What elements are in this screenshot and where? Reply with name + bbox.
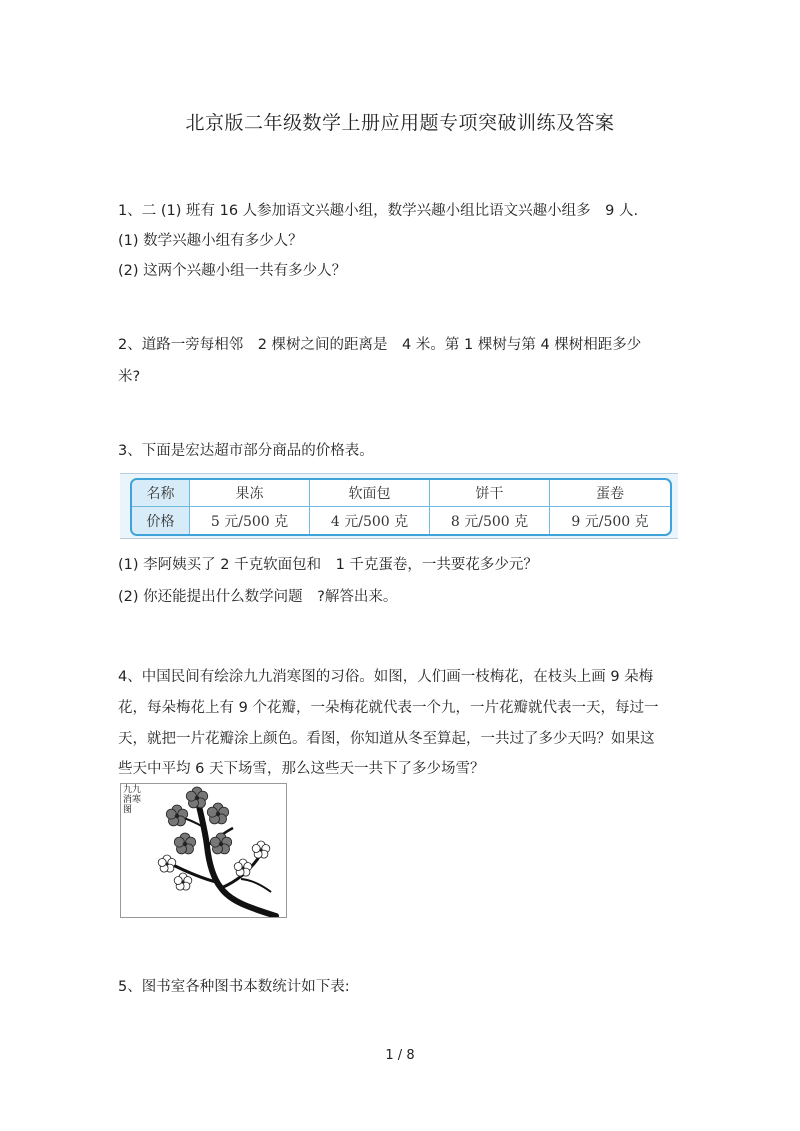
price-table-header-cell: 蛋卷 bbox=[550, 480, 670, 507]
question-1-part-1: (1) 数学兴趣小组有多少人？ bbox=[118, 233, 303, 249]
price-table-cell: 5 元/500 克 bbox=[190, 507, 310, 534]
question-4-line-1: 4、中国民间有绘涂九九消寒图的习俗。如图，人们画一枝梅花，在枝头上画 9 朵梅 bbox=[118, 669, 654, 685]
plum-flower bbox=[174, 873, 192, 890]
plum-flower bbox=[166, 805, 187, 826]
question-5-stem: 5、图书室各种图书本数统计如下表: bbox=[118, 979, 350, 995]
price-table-header-cell: 名称 bbox=[132, 480, 190, 507]
question-3-stem: 3、下面是宏达超市部分商品的价格表。 bbox=[118, 443, 374, 459]
plum-flower bbox=[158, 855, 176, 872]
question-1-stem: 1、二 (1) 班有 16 人参加语文兴趣小组，数学兴趣小组比语文兴趣小组多 9 人. bbox=[118, 203, 639, 219]
plum-flower bbox=[234, 859, 252, 876]
question-4-line-4: 些天中平均 6 天下场雪，那么这些天一共下了多少场雪？ bbox=[118, 761, 485, 777]
price-table-row-label: 价格 bbox=[132, 507, 190, 534]
plum-branch-illustration bbox=[121, 784, 286, 917]
plum-flower bbox=[252, 841, 270, 858]
price-table-frame bbox=[120, 473, 678, 539]
plum-flower bbox=[210, 833, 231, 854]
plum-blossom-picture bbox=[120, 783, 287, 918]
price-table-header-cell: 果冻 bbox=[190, 480, 310, 507]
plum-flower bbox=[174, 833, 195, 854]
question-3-part-1: (1) 李阿姨买了 2 千克软面包和 1 千克蛋卷，一共要花多少元？ bbox=[118, 557, 538, 573]
price-table-cell: 4 元/500 克 bbox=[310, 507, 430, 534]
price-table-header-cell: 软面包 bbox=[310, 480, 430, 507]
question-4-line-2: 花，每朵梅花上有 9 个花瓣，一朵梅花就代表一个九，一片花瓣就代表一天，每过一 bbox=[118, 700, 659, 716]
document-title: 北京版二年级数学上册应用题专项突破训练及答案 bbox=[185, 112, 615, 134]
question-3-part-2: (2) 你还能提出什么数学问题 ?解答出来。 bbox=[118, 589, 398, 605]
price-table-cell: 9 元/500 克 bbox=[571, 513, 649, 530]
price-table-header-cell: 饼干 bbox=[430, 480, 550, 507]
question-1-part-2: (2) 这两个兴趣小组一共有多少人？ bbox=[118, 263, 347, 279]
price-table-cell: 8 元/500 克 bbox=[430, 507, 550, 534]
price-table bbox=[130, 478, 672, 536]
question-4-line-3: 天，就把一片花瓣涂上颜色。看图，你知道从冬至算起，一共过了多少天吗？如果这 bbox=[118, 731, 655, 747]
picture-label: 九九消寒图 bbox=[123, 785, 142, 815]
question-2-line-2: 米? bbox=[118, 369, 141, 385]
plum-flower bbox=[186, 787, 207, 808]
plum-flower bbox=[207, 803, 228, 824]
page-number: 1 / 8 bbox=[385, 1048, 415, 1063]
question-2-line-1: 2、道路一旁每相邻 2 棵树之间的距离是 4 米。第 1 棵树与第 4 棵树相距多少 bbox=[118, 337, 642, 353]
